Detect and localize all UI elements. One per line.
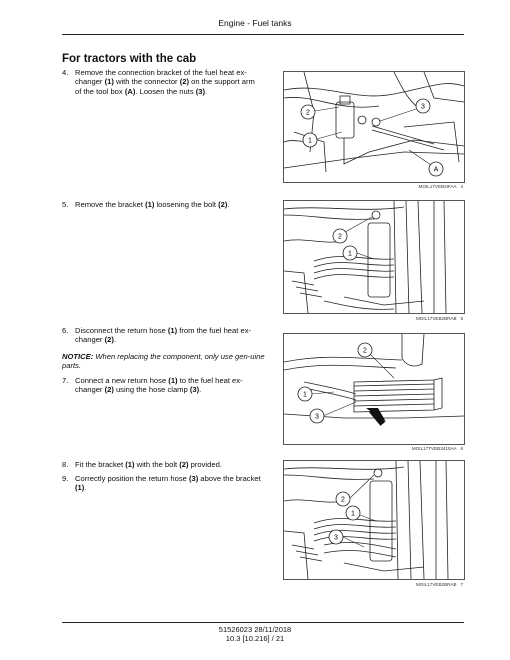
figure-4-caption: MOIL17VEB2IFAA 4 — [418, 184, 463, 189]
figure-4-illustration — [283, 71, 465, 183]
notice: NOTICE: When replacing the component, only use gen-uine parts. — [62, 352, 265, 371]
svg-text:2: 2 — [306, 109, 310, 117]
step-8: 8. Fit the bracket (1) with the bolt (2) provided. — [62, 460, 222, 469]
step-5: 5. Remove the bracket (1) loosening the bolt (2). — [62, 200, 230, 209]
svg-text:A: A — [433, 166, 439, 174]
figure-6-illustration — [283, 333, 465, 445]
page-header: Engine - Fuel tanks — [218, 18, 292, 28]
svg-text:1: 1 — [348, 250, 352, 258]
svg-text:3: 3 — [315, 413, 319, 421]
svg-text:2: 2 — [341, 496, 345, 504]
step-7: 7. Connect a new return hose (1) to the fuel heat ex-changer (2) using the hose clamp (3). — [62, 376, 243, 395]
step-4: 4. Remove the connection bracket of the fuel heat ex-changer (1) with the connector (2) on the support arm of the tool box (A). Loosen the nuts (3). — [62, 68, 255, 96]
footer-rule — [62, 622, 464, 623]
step-9: 9. Correctly position the return hose (3) above the bracket (1). — [62, 474, 261, 493]
svg-text:1: 1 — [308, 137, 312, 145]
svg-text:1: 1 — [351, 510, 355, 518]
figure-7-illustration — [283, 460, 465, 580]
svg-text:1: 1 — [303, 391, 307, 399]
step-6: 6. Disconnect the return hose (1) from the fuel heat ex-changer (2). — [62, 326, 252, 345]
figure-6-caption: MOIL17TVEB3410AA 6 — [411, 446, 463, 451]
footer-page-ref: 10.3 [10.216] / 21 — [225, 634, 285, 643]
figure-7-caption: MOIL17VEB2BRAB 7 — [415, 582, 463, 587]
svg-text:3: 3 — [421, 103, 425, 111]
section-title: For tractors with the cab — [62, 53, 197, 65]
svg-text:2: 2 — [338, 233, 342, 241]
svg-text:2: 2 — [363, 347, 367, 355]
figure-5-caption: MOIL17VEB2BRAB 5 — [415, 316, 463, 321]
svg-text:3: 3 — [334, 534, 338, 542]
figure-5-illustration — [283, 200, 465, 314]
header-rule — [62, 34, 464, 35]
footer-doc-id: 51526023 28/11/2018 — [218, 625, 292, 634]
